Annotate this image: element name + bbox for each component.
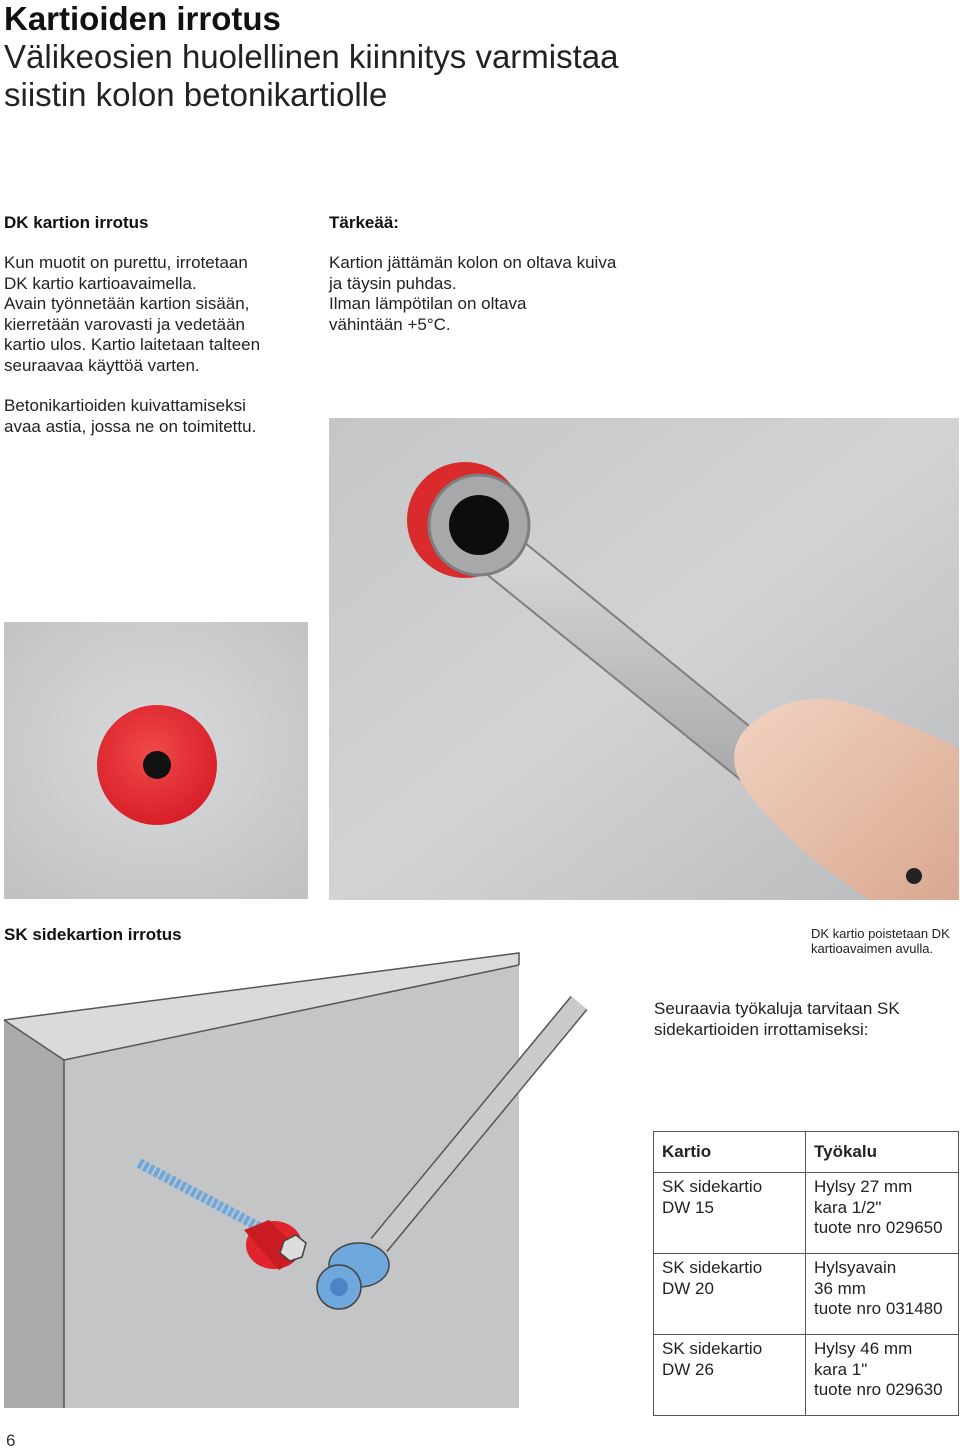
sk-intro-text — [654, 999, 954, 1040]
text-line: avaa astia, jossa ne on toimitettu. — [4, 416, 257, 436]
socket-inner — [330, 1278, 348, 1296]
wall-side — [4, 1020, 64, 1408]
column-header-tyokalu: Työkalu — [806, 1132, 959, 1173]
cell-kartio — [654, 1254, 806, 1335]
cell-tyokalu — [806, 1254, 959, 1335]
cell-tyokalu — [806, 1173, 959, 1254]
cell-line: Hylsy 27 mm — [814, 1177, 913, 1196]
text-line: Seuraavia työkaluja tarvitaan SK — [654, 999, 900, 1018]
cell-line: SK sidekartio — [662, 1258, 763, 1277]
photo-caption — [811, 926, 959, 956]
cell-line: tuote nro 029630 — [814, 1380, 943, 1399]
cell-tyokalu — [806, 1335, 959, 1416]
page-subtitle — [4, 38, 724, 114]
cell-line: DW 15 — [662, 1197, 714, 1217]
cell-line: tuote nro 029650 — [814, 1218, 943, 1237]
text-line: DK kartio kartioavaimella. — [4, 273, 197, 293]
table-row — [654, 1335, 959, 1416]
cone-hole — [143, 751, 171, 779]
key-socket-hole — [449, 495, 509, 555]
text-line: seuraavaa käyttöä varten. — [4, 355, 200, 375]
text-line: Kun muotit on purettu, irrotetaan — [4, 253, 248, 272]
caption-line: DK kartio poistetaan DK — [811, 926, 950, 941]
text-line: Kartion jättämän kolon on oltava kuiva — [329, 253, 617, 272]
cone-in-concrete-photo — [4, 622, 308, 899]
page-title: Kartioiden irrotus — [4, 0, 281, 37]
dk-paragraph-1 — [4, 253, 314, 376]
text-line: Ilman lämpötilan on oltava — [329, 294, 527, 313]
cell-line: Hylsy 46 mm — [814, 1339, 913, 1358]
important-text — [329, 253, 689, 335]
text-line: Avain työnnetään kartion sisään, — [4, 294, 250, 313]
cell-line: tuote nro 031480 — [814, 1299, 943, 1318]
cell-kartio — [654, 1173, 806, 1254]
text-line: kartio ulos. Kartio laitetaan talteen — [4, 335, 261, 354]
text-line: Betonikartioiden kuivattamiseksi — [4, 396, 246, 415]
sk-section-heading: SK sidekartion irrotus — [4, 925, 182, 944]
cone-key-photo — [329, 418, 959, 900]
dk-section-heading: DK kartion irrotus — [4, 213, 149, 232]
cell-line: SK sidekartio — [662, 1177, 763, 1196]
handle-hole — [906, 868, 922, 884]
page-number: 6 — [6, 1431, 16, 1450]
cell-line: SK sidekartio — [662, 1339, 763, 1358]
cell-line: DW 20 — [662, 1278, 714, 1298]
cell-line: Hylsyavain — [814, 1258, 897, 1277]
tools-table — [653, 1131, 959, 1416]
text-line: kierretään varovasti ja vedetään — [4, 314, 245, 334]
text-line: ja täysin puhdas. — [329, 273, 457, 293]
table-header-row — [654, 1132, 959, 1173]
table-row — [654, 1173, 959, 1254]
text-line: vähintään +5°C. — [329, 314, 451, 334]
subtitle-line: Välikeosien huolellinen kiinnitys varmistaa — [4, 38, 619, 75]
cell-line: kara 1" — [814, 1359, 868, 1379]
caption-line: kartioavaimen avulla. — [811, 941, 934, 956]
cell-line: DW 26 — [662, 1359, 714, 1379]
cell-line: 36 mm — [814, 1278, 866, 1298]
important-heading: Tärkeää: — [329, 213, 399, 232]
sk-removal-illustration — [4, 945, 649, 1408]
cell-line: kara 1/2" — [814, 1197, 882, 1217]
table-row — [654, 1254, 959, 1335]
cell-kartio — [654, 1335, 806, 1416]
dk-paragraph-2 — [4, 396, 314, 437]
subtitle-line: siistin kolon betonikartiolle — [4, 76, 388, 113]
text-line: sidekartioiden irrottamiseksi: — [654, 1019, 869, 1039]
column-header-kartio: Kartio — [654, 1132, 806, 1173]
